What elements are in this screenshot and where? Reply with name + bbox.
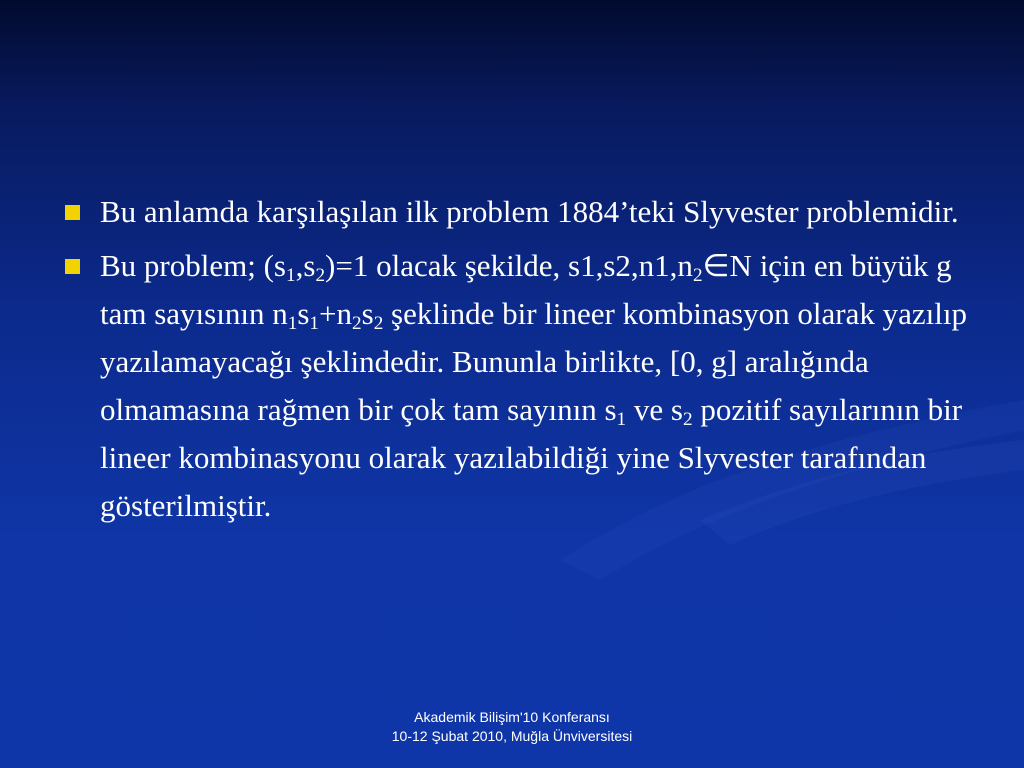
text-run: ∈N için en büyük g tam sayısının n (100, 248, 952, 331)
subscript: 2 (352, 312, 362, 334)
text-run: ve s (626, 392, 683, 427)
subscript: 1 (286, 264, 296, 286)
text-run: pozitif sayılarının bir lineer kombinasyonu olarak yazılabildiği yine Slyvester tarafından gösterilmiştir. (100, 392, 963, 523)
subscript: 1 (616, 408, 627, 430)
subscript: 2 (373, 312, 384, 334)
subscript: 2 (315, 264, 326, 286)
subscript: 1 (309, 312, 320, 334)
subscript: 1 (287, 312, 298, 334)
footer (300, 708, 724, 746)
subscript: 2 (682, 408, 693, 430)
text-run: s (297, 296, 310, 331)
bullet-text (100, 194, 959, 229)
text-run: Bu problem; (s (100, 248, 286, 283)
footer-date-venue: 10-12 Şubat 2010, Muğla Ünviversitesi (391, 728, 633, 744)
text-run: ,s (295, 248, 316, 283)
text-run: s (361, 296, 374, 331)
square-bullet-icon (65, 205, 80, 220)
bullet-list (58, 188, 978, 536)
bullet-item-1 (58, 188, 978, 236)
footer-conference-name: Akademik Bilişim'10 Konferansı (414, 709, 610, 725)
text-run: Bu anlamda karşılaşılan ilk problem 1884’teki Slyvester problemidir. (100, 194, 959, 229)
subscript: 2 (692, 264, 703, 286)
bullet-item-2 (58, 242, 978, 530)
bullet-text (100, 248, 967, 523)
text-run: )=1 olacak şekilde, s1,s2,n1,n (325, 248, 693, 283)
square-bullet-icon (65, 259, 80, 274)
text-run: şeklinde bir lineer kombinasyon olarak yazılıp yazılamayacağı şeklindedir. Bununla birlikte, [0, g] aralığında olmamasına rağmen bir çok tam sayının s (100, 296, 967, 427)
text-run: +n (319, 296, 352, 331)
